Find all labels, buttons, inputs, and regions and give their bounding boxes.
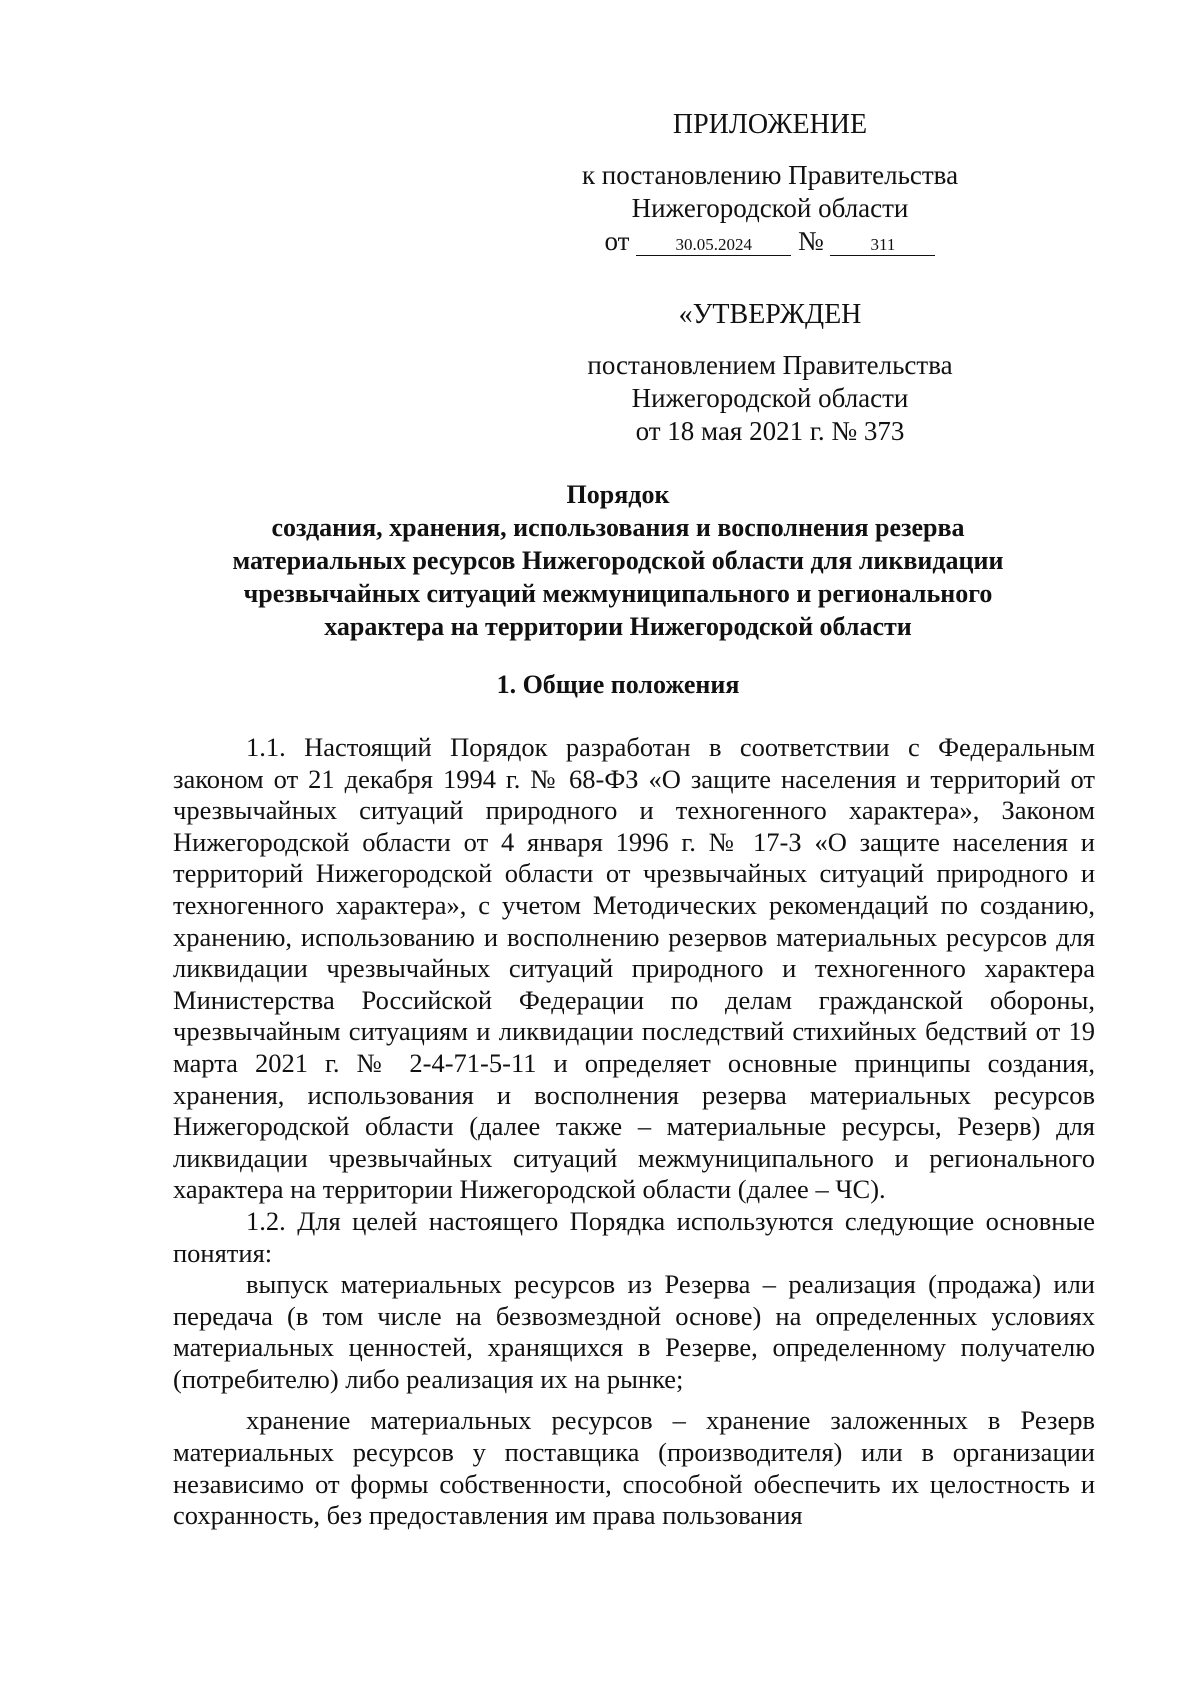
- document-title-line-3: материальных ресурсов Нижегородской области для ликвидации: [232, 546, 1004, 575]
- paragraph-definition-release: выпуск материальных ресурсов из Резерва – реализация (продажа) или передача (в том числе на безвозмездной основе) на определенных условиях материальных ценностей, хранящихся в Резерве, определенному получателю (потребителю) либо реализация их на рынке;: [173, 1269, 1095, 1394]
- number-sign: №: [797, 226, 824, 256]
- document-title-line-2: создания, хранения, использования и восполнения резерва: [271, 513, 965, 542]
- appendix-block: [520, 108, 1020, 258]
- paragraph-1-2: 1.2. Для целей настоящего Порядка используются следующие основные понятия:: [173, 1205, 1095, 1268]
- appendix-date-line: [520, 225, 1020, 258]
- body-text: [173, 732, 1095, 1532]
- document-title-line-1: Порядок: [566, 480, 670, 509]
- appendix-line-2: Нижегородской области: [631, 193, 909, 223]
- approved-line-2: Нижегородской области: [631, 383, 909, 413]
- approved-line-3: от 18 мая 2021 г. № 373: [635, 416, 905, 446]
- number-value: 311: [830, 235, 935, 256]
- approved-line-1: постановлением Правительства: [587, 350, 953, 380]
- section-heading: 1. Общие положения: [496, 670, 740, 699]
- appendix-line-1: к постановлению Правительства: [581, 160, 959, 190]
- paragraph-definition-storage: хранение материальных ресурсов – хранение заложенных в Резерв материальных ресурсов у поставщика (производителя) или в организации независимо от формы собственности, способной обеспечить их целостность и сохранность, без предоставления им права пользования: [173, 1405, 1095, 1531]
- document-title-line-5: характера на территории Нижегородской области: [324, 612, 912, 641]
- approved-block: [520, 298, 1020, 448]
- date-prefix: от: [604, 226, 630, 256]
- appendix-title: ПРИЛОЖЕНИЕ: [672, 109, 868, 140]
- approved-title: «УТВЕРЖДЕН: [678, 299, 862, 330]
- document-title-line-4: чрезвычайных ситуаций межмуниципального и регионального: [243, 579, 993, 608]
- document-title: [173, 478, 1063, 643]
- paragraph-1-1: 1.1. Настоящий Порядок разработан в соответствии с Федеральным законом от 21 декабря 1994 г. № 68-ФЗ «О защите населения и территорий от чрезвычайных ситуаций природного и техногенного характера», Законом Нижегородской области от 4 января 1996 г. № 17-З «О защите населения и территорий Нижегородской области от чрезвычайных ситуаций природного и техногенного характера», с учетом Методических рекомендаций по созданию, хранению, использованию и восполнению резервов материальных ресурсов для ликвидации чрезвычайных ситуаций природного и техногенного характера Министерства Российской Федерации по делам гражданской обороны, чрезвычайным ситуациям и ликвидации последствий стихийных бедствий от 19 марта 2021 г. № 2-4-71-5-11 и определяет основные принципы создания, хранения, использования и восполнения резерва материальных ресурсов Нижегородской области (далее также – материальные ресурсы, Резерв) для ликвидации чрезвычайных ситуаций межмуниципального и регионального характера на территории Нижегородской области (далее – ЧС).: [173, 732, 1095, 1205]
- date-value: 30.05.2024: [636, 235, 791, 256]
